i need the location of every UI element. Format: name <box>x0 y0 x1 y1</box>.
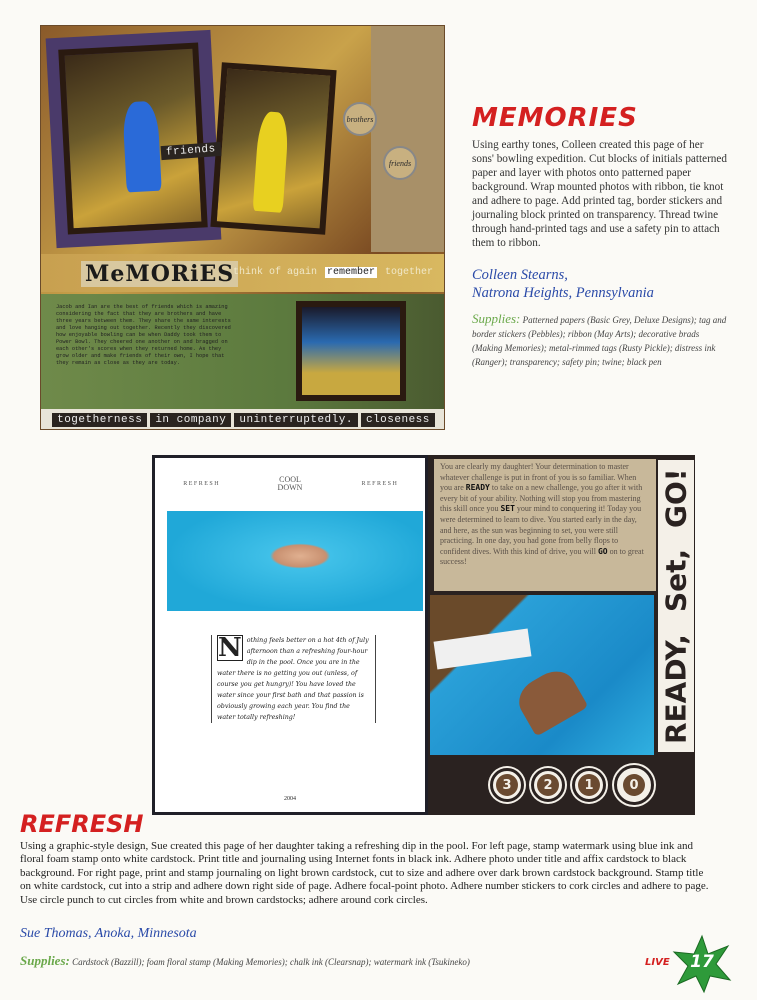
memories-supplies <box>472 312 727 369</box>
diving-photo <box>430 595 654 755</box>
memories-layout-photo <box>40 25 445 430</box>
countdown-circle <box>490 768 524 802</box>
brothers-tag: brothers <box>343 102 377 136</box>
strip-word: GO! <box>659 468 693 528</box>
countdown-number: 2 <box>537 774 559 796</box>
supplies-list: Cardstock (Bazzill); foam floral stamp (Making Memories); chalk ink (Clearsnap); watermark ink (Tsukineko) <box>72 957 470 967</box>
section-label: LIVE <box>645 957 670 968</box>
countdown-number: 3 <box>496 774 518 796</box>
page-number: 17 <box>690 952 714 972</box>
supplies-list: Patterned papers (Basic Grey, Deluxe Designs); tag and border stickers (Pebbles); ribbon (May Arts); decorative brads (Making Memories); metal-rimmed tags (Rusty Pickle); distress ink (Ranger); transparency; safety pin; twine; black pen <box>472 315 727 367</box>
countdown-circle <box>572 768 606 802</box>
drop-cap: N <box>218 633 242 663</box>
journal-text: You are clearly my daughter! Your determination to master whatever challenge is put in front of you is so familiar. When you are <box>440 462 637 493</box>
year-label: 2004 <box>284 796 296 802</box>
bowling-photo-2 <box>210 62 336 235</box>
strip-bottom-text: closeness <box>361 413 435 427</box>
refresh-heading: REFRESH <box>20 810 144 838</box>
strip-top-text: remember <box>327 267 376 278</box>
refresh-left-page <box>152 455 428 815</box>
journal-text: your mind to conquering it! Today you were determined to learn to dive. You started early in the day, and here, as the sun was beginning to set, you were still practicing. In one day, you had gone from belly flops to confident dives. With this kind of drive, you will <box>440 504 642 556</box>
memories-author <box>472 266 654 302</box>
journal-block <box>211 635 376 723</box>
strip-top-text: think of again <box>233 267 318 278</box>
refresh-description: Using a graphic-style design, Sue created this page of her daughter taking a refreshing dip in the pool. For left page, stamp watermark using blue ink and floral foam stamp onto white cardstock. Print title and journaling using Internet fonts in black ink. Adhere photo under title and affix cardstock to black background. For right page, print and stamp journaling on light brown cardstock, cut to size and adhere over dark brown cardstock background. Stamp title on white cardstock, cut into a strip and adhere down right side of page. Adhere focal-point photo. Adhere number stickers to cork circles and adhere to page. Use circle punch to cut circles from white and brown cardstocks; adhere around cork circles. <box>20 840 709 906</box>
countdown-number: 0 <box>623 774 645 796</box>
ready-set-go-strip <box>658 460 694 752</box>
refresh-supplies <box>20 954 580 969</box>
header-right: R E F R E S H <box>361 481 397 487</box>
right-journal <box>434 459 656 591</box>
supplies-label: Supplies: <box>20 953 70 968</box>
journal-emphasis: READY <box>465 483 490 493</box>
supplies-label: Supplies: <box>472 311 521 326</box>
bowling-photo-1 <box>58 42 207 234</box>
memories-description: Using earthy tones, Colleen created this page of her sons' bowling expedition. Cut blocks of initials patterned paper and layer with photos onto patterned paper background. Wrap mounted photos with ribbon, tie knot and adhere to page. Add printed tag, border stickers and journaling block printed on transparency. Thread twine through hand-printed tags and use a safety pin to attach them to ribbon. <box>472 139 727 249</box>
author-name: Colleen Stearns, <box>472 267 568 283</box>
strip-bottom-text: in company <box>150 413 231 427</box>
bowling-photo-3 <box>296 301 406 401</box>
journal-emphasis: GO <box>597 546 608 556</box>
friends-round-tag: friends <box>383 146 417 180</box>
refresh-right-page <box>428 455 695 815</box>
layout-title: MeMORiES <box>81 261 238 287</box>
strip-word: Set, <box>659 549 693 613</box>
countdown-number: 1 <box>578 774 600 796</box>
header-left: R E F R E S H <box>183 481 219 487</box>
memories-heading: MEMORIES <box>472 103 638 133</box>
strip-top-text: together <box>385 267 434 278</box>
journal-text: to take on a new challenge, you go after it with every bit of your ability. Nothing will stop you from mastering this skill once you <box>440 483 643 514</box>
strip-bottom-text: uninterruptedly. <box>234 413 358 427</box>
refresh-author: Sue Thomas, Anoka, Minnesota <box>20 926 197 941</box>
swimming-photo <box>167 511 423 611</box>
countdown-circle <box>614 765 654 805</box>
journal-text: on to great success! <box>440 546 644 567</box>
strip-word: READY, <box>659 634 693 744</box>
journal-emphasis: SET <box>500 504 515 514</box>
journal-text: othing feels better on a hot 4th of July afternoon than a refreshing four-hour dip in the pool. Once you are in the water there is no getting you out (unless, of course you get hungry)! You have loved the water since your first bath and that passion is obviously growing each year. You find the water totally refreshing! <box>217 637 369 721</box>
layout-journal: Jacob and Ian are the best of friends which is amazing considering the fact that they are brothers and have three years between them. They share the same interests and love hanging out together. Recently they discovered how enjoyable bowling can be when Daddy took them to Power Bowl. They cheered one another on and bragged on each other's scores when they returned home. As they grow older and make friends of their own, I hope that they remain as close as they are today. <box>56 304 231 366</box>
strip-bottom-text: togetherness <box>52 413 147 427</box>
friends-tag: friends <box>161 142 222 160</box>
cool-down-title: COOL DOWN <box>277 475 303 492</box>
countdown-circle <box>531 768 565 802</box>
author-location: Natrona Heights, Pennsylvania <box>472 285 654 301</box>
